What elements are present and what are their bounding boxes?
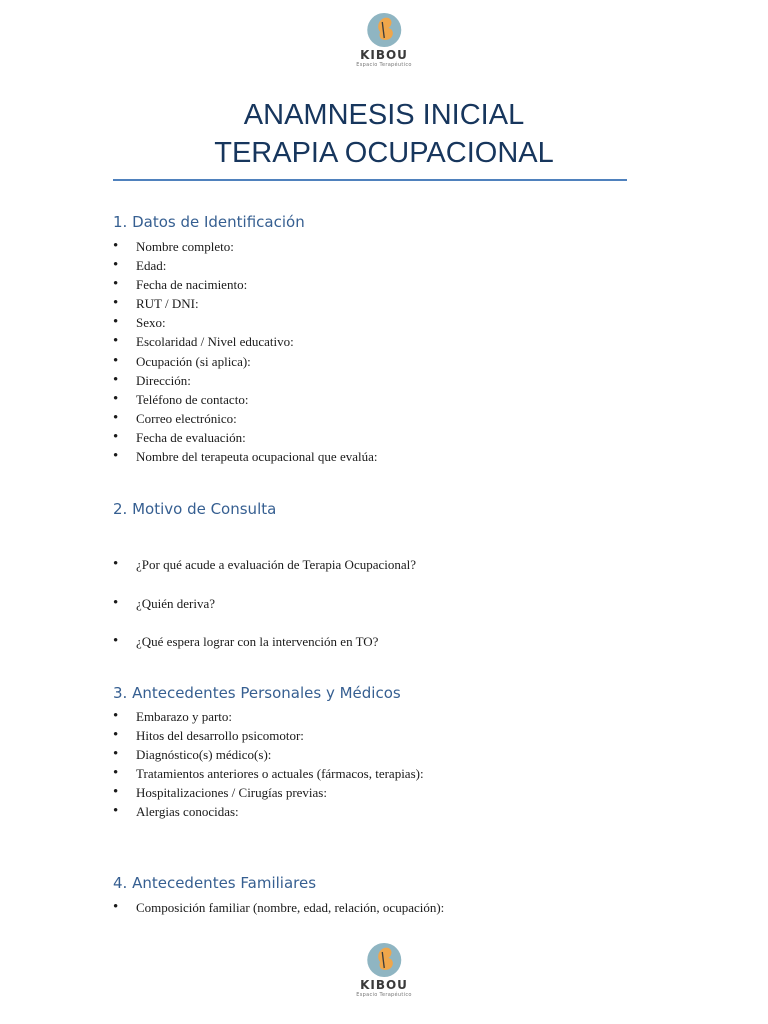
kibou-logo-bottom <box>356 942 411 998</box>
list-item: • Nombre del terapeuta ocupacional que evalúa: <box>113 447 377 466</box>
list-item: • Sexo: <box>113 313 377 332</box>
list-item: • Fecha de nacimiento: <box>113 275 377 294</box>
section-heading-identificacion: 1. Datos de Identificación <box>113 213 305 231</box>
butterfly-logo-icon <box>364 942 404 978</box>
logo-tagline: Espacio Terapéutico <box>356 992 412 998</box>
title-line-1: ANAMNESIS INICIAL <box>243 99 525 131</box>
list-item: • Embarazo y parto: <box>113 707 424 726</box>
section-heading-motivo: 2. Motivo de Consulta <box>113 500 277 518</box>
logo-wordmark: KIBOU <box>360 978 408 992</box>
list-identificacion <box>113 237 377 466</box>
title-divider <box>113 179 627 181</box>
list-item: • Correo electrónico: <box>113 409 377 428</box>
logo-wordmark: KIBOU <box>360 48 408 62</box>
list-item: • Diagnóstico(s) médico(s): <box>113 745 424 764</box>
list-item: • Fecha de evaluación: <box>113 428 377 447</box>
list-item: • Hitos del desarrollo psicomotor: <box>113 726 424 745</box>
document-title <box>0 96 768 172</box>
section-heading-antecedentes-personales: 3. Antecedentes Personales y Médicos <box>113 684 401 702</box>
list-item: • ¿Por qué acude a evaluación de Terapia Ocupacional? <box>113 555 416 574</box>
list-item: • Hospitalizaciones / Cirugías previas: <box>113 783 424 802</box>
list-item: • Escolaridad / Nivel educativo: <box>113 332 377 351</box>
list-item: • Teléfono de contacto: <box>113 390 377 409</box>
list-item: • Alergias conocidas: <box>113 802 424 821</box>
list-item: • Ocupación (si aplica): <box>113 352 377 371</box>
title-line-2: TERAPIA OCUPACIONAL <box>214 137 554 169</box>
list-item: • Composición familiar (nombre, edad, relación, ocupación): <box>113 898 444 917</box>
list-item: • ¿Quién deriva? <box>113 594 416 613</box>
kibou-logo-top <box>356 12 411 68</box>
list-motivo <box>113 555 416 671</box>
list-antecedentes-personales <box>113 707 424 822</box>
section-heading-antecedentes-familiares: 4. Antecedentes Familiares <box>113 874 317 892</box>
list-item: • Edad: <box>113 256 377 275</box>
list-item: • ¿Qué espera lograr con la intervención en TO? <box>113 632 416 651</box>
list-antecedentes-familiares <box>113 898 444 917</box>
list-item: • Tratamientos anteriores o actuales (fármacos, terapias): <box>113 764 424 783</box>
list-item: • RUT / DNI: <box>113 294 377 313</box>
logo-tagline: Espacio Terapéutico <box>356 62 412 68</box>
list-item: • Dirección: <box>113 371 377 390</box>
list-item: • Nombre completo: <box>113 237 377 256</box>
butterfly-logo-icon <box>364 12 404 48</box>
